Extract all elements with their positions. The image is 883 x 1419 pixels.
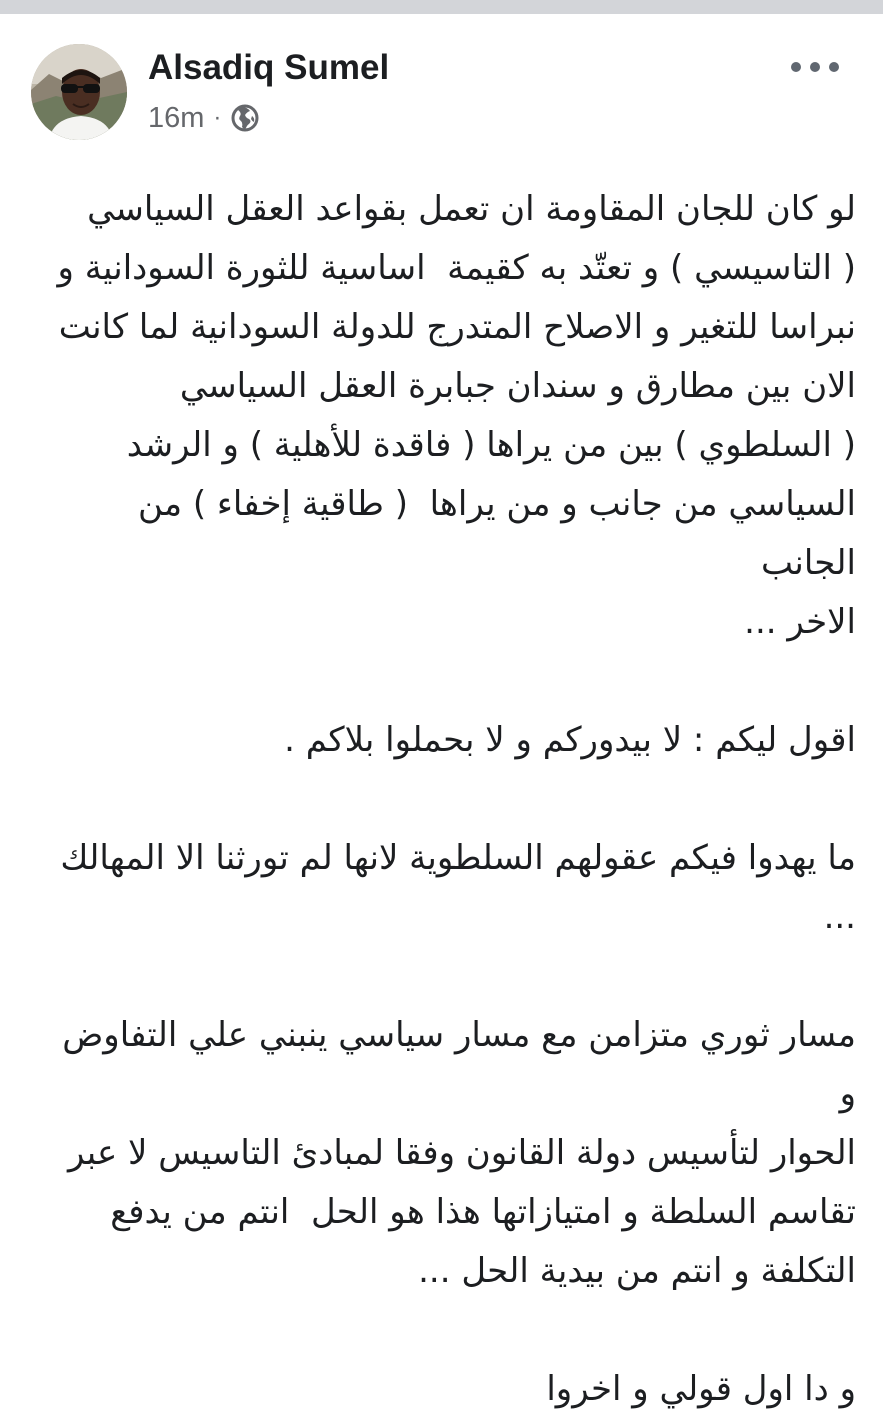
author-name[interactable]: Alsadiq Sumel [148, 48, 390, 87]
meta-separator: · [213, 104, 222, 131]
post-paragraph: و دا اول قولي و اخروا [546, 1369, 856, 1409]
globe-icon[interactable] [230, 103, 260, 133]
more-dot [810, 62, 820, 72]
more-dot [791, 62, 801, 72]
top-divider [0, 0, 883, 14]
more-horizontal-icon[interactable] [791, 52, 839, 82]
author-avatar[interactable] [31, 44, 127, 140]
post-meta [148, 100, 260, 136]
post-timestamp[interactable]: 16m [148, 101, 205, 134]
avatar-photo [31, 44, 127, 140]
post-paragraph: مسار ثوري متزامن مع مسار سياسي ينبني علي التفاوض و الحوار لتأسيس دولة القانون وفقا لمبادئ التاسيس لا عبر تقاسم السلطة و امتيازاتها هذا هو الحل انتم من يدفع التكلفة و انتم من بيدية الحل ... [62, 1015, 856, 1291]
more-dot [829, 62, 839, 72]
post-paragraph: لو كان للجان المقاومة ان تعمل بقواعد العقل السياسي ( التاسيسي ) و تعتّد به كقيمة اساسية للثورة السودانية و نبراسا للتغير و الاصلاح المتدرج للدولة السودانية لما كانت الان بين مطارق و سندان جبابرة العقل السياسي ( السلطوي ) بين من يراها ( فاقدة للأهلية ) و الرشد السياسي من جانب و من يراها ( طاقية إخفاء ) من الجانب الاخر ... [57, 189, 856, 642]
facebook-post [0, 14, 883, 1409]
post-text [40, 180, 856, 1419]
post-paragraph: ما يهدوا فيكم عقولهم السلطوية لانها لم تورثنا الا المهالك ... [49, 838, 856, 937]
post-paragraph: اقول ليكم : لا بيدوركم و لا بحملوا بلاكم . [284, 720, 856, 760]
